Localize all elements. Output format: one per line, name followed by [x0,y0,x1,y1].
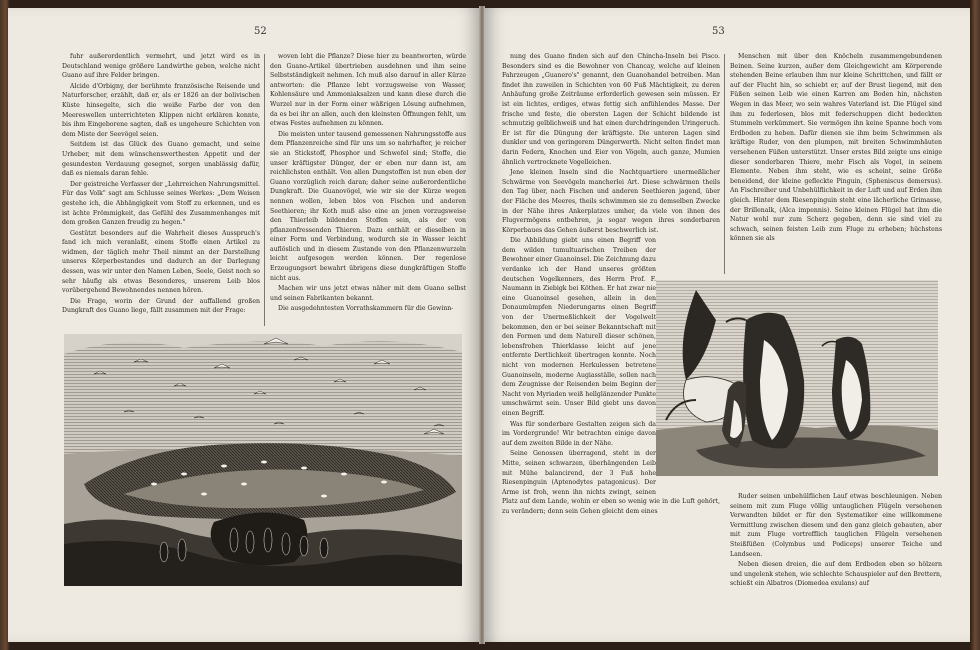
column-divider [264,54,265,326]
paragraph: fuhr außerordentlich vermehrt, und jetzt wird es in Deutschland wenige größere Landwirthe geben, welche nicht Guano auf ihre Felder bringen. [62,53,260,80]
left-page [8,8,480,642]
paragraph: Die meisten unter tausend gemessenen Nahrungsstoffe aus dem Pflanzenreiche sind für uns um so nahrhafter, je reicher sie an Stickstoff, Phosphor und Schwefel sind; Stoffe, die unser kräftigster Dünger, der er eben nur dann ist, am reichlichsten enthält. Von allen Dungstoffen ist nun eben der Guano vorzüglich reich daran; daher seine außerordentliche Dungkraft. Die Guanovögel, wie wir sie der Kürze wegen nennen wollen, leben blos von Fischen und anderen Seethieren; ihr Koth muß also eine an jenen vorzugsweise den Thierleib bildenden Stoffen sein, als der von pflanzenfressenden Thieren. Dazu enthält er dieselben in einer Form und Verbindung, wodurch sie in Wasser leicht auflöslich und in diesem Zustande von den Pflanzenwurzeln leicht aufgesogen werden können. Der regenlose Erzeugungsort bewahrt übrigens diese dungkräftigen Stoffe nicht aus. [270,130,466,282]
page-number-left: 52 [254,26,267,37]
paragraph: Die Abbildung giebt uns einen Begriff von dem wilden tumultuarischen Treiben der Bewohner einer Guanoinsel. Die Zeichnung dazu verdanke ich der Hand unseres größten deutschen Vogelkenners, des Herrn Prof. F. Naumann in Ziebigk bei Köthen. Er hat zwar nie eine Guanoinsel gesehen, allein in den Donaumümpfen Niederungarns einen Begriff von der Unermeßlichkeit der Vogelwelt bekommen, den er bei seiner Bekanntschaft mit den Formen und dem Naturell dieser schönen, lebensfrohen Thierklasse leicht auf jene entfernte Dertlichkeit übertragen konnte. Noch nicht von modernen Herkulessen betretene Guanoinseln, moderne Augiasställe, sollen nach dem Zeugnisse der Reisenden beim Beginn der Nacht von Myriaden weiß hellglänzender Punkte umschwärmt sein. Unser Bild giebt uns davon einen Begriff. [502,237,656,417]
paragraph: Machen wir uns jetzt etwas näher mit dem Guano selbst und seinen Fabrikanten bekannt. [270,285,466,302]
paragraph: Die Frage, worin der Grund der auffallend großen Dungkraft des Guano liege, fällt zusammen mit der Frage: [62,297,260,315]
right-column-3 [730,492,942,606]
paragraph: Seitdem ist das Glück des Guano gemacht, und seine Urheber, mit dem wünschenswerthesten Appetit und der gesundesten Verdauung gesegnet, sorgen unablässig dafür, daß es niemals daran fehle. [62,141,260,178]
paragraph: woven lebt die Pflanze? Diese hier zu beantworten, würde den Guano-Artikel übertrieben ausdehnen und ihm seine Selbstständigkeit nehmen. Ich muß also darauf in aller Kürze antworten: die Pflanze lebt vorzugsweise von Wasser, Kohlensäure und Ammoniaksalzen und kann diese durch die Wurzel nur in der Form einer wäßrigen Lösung aufnehmen, da es bei ihr an allen, auch den kleinsten Öffnungen fehlt, um etwas Festes aufnehmen zu können. [270,53,466,128]
penguin-engraving [656,280,938,476]
paragraph: nung des Guano finden sich auf den Chincha-Inseln bei Pisco. Besonders sind es die Bewohner von Chancay, welche auf kleinen Fahrzeugen „Guanero's" genannt, den Guanohandel betreiben. Man findet ihn zuweilen in Schichten von 60 Fuß Mächtigkeit, zu deren Anhäufung große Zeiträume erforderlich gewesen sein müssen. Er ist ein lichtes, erdiges, etwas fettig sich anfühlendes Masse. Der frische und feste, die obersten Lagen der Schicht bildende ist schmutzig gelblichweiß und hat einen durchdringenden Uringeruch. Er ist für die Düngung der kräftigste. Die unteren Lagen sind dunkler und von geringerem Düngerwerth. Nicht selten findet man darin Federn, Knochen und Eier von Vögeln, auch ganze, Mumien ähnlich vertrocknete Vogelleichen. [502,53,720,166]
paragraph: Gestützt besonders auf die Wahrheit dieses Ausspruch's fand ich mich veranlaßt, einem Stoffe einen Artikel zu widmen, der täglich mehr Theil nimmt an der Darstellung unseres Körperbestandes und dadurch an der Darlegung dessen, was wir unter den Namen Leben, Seele, Geist noch so sehr häufig als etwas Besonderes, unserem Leib blos vorübergehend Bewohnendes nennen hören. [62,229,260,295]
right-page [484,8,970,642]
paragraph: Jene kleinen Inseln sind die Nachtquartiere unermeßlicher Schwärme von Seevögeln mancherlei Art. Diese schwärmen theils den Tag über, nach Fischen und anderen Seethieren jagend, über der Fläche des Meeres, theils schwimmen sie zu demselben Zwecke in der Nähe ihres Ankerplatzes umher, da viele von ihnen des Flugvermögens entbehren, ja sogar wegen ihres sonderbaren Körperbaues das Gehen äußerst beschwerlich ist. [502,169,720,234]
paragraph: Was für sonderbare Gestalten zeigen sich da im Vordergrunde! Wir betrachten einige davon auf dem zweiten Bilde in der Nähe. [502,420,656,447]
left-column-1 [62,52,260,330]
paragraph: Ruder seinen unbehülflichen Lauf etwas beschleunigen. Neben seinem mit zum Fluge völlig untauglichen Flügeln versehenen Verwandten bildet er für den Systematiker eine willkommene Vermittlung zwischen diesem und den ganz gleich gebauten, aber mit zum Fluge vortrefflich tauglichen Flügeln versehenen Steißfüßen (Colymbus und Podiceps) unserer Teiche und Landseen. [730,493,942,558]
paragraph: Alcide d'Orbigny, der berühmte französische Reisende und Naturforscher, erzählt, daß er, als er 1826 an der bolivischen Küste hinsegelte, sich die weiße Farbe der von den Meereswellen unterrichteten Klippen nicht erklären konnte, bis ihm Eingeborene sagten, daß es ungeheure Schichten von dem Miste der Seevögel seien. [62,82,260,138]
paragraph: Seine Genossen überragend, steht in der Mitte, seinen schwarzen, überhängenden Leib mit Mühe balancirend, der 3 Fuß hohe Riesenpinguin (Aptenodytes patagonicus). Der Arme ist froh, wenn ihn nichts zwingt, seinen Platz auf dem Lande, wohin er eben so wenig wie in die Luft gehört, zu verändern; denn sein Gehen gleicht dem eines [502,450,720,515]
left-column-2 [270,52,466,330]
guano-island-engraving [64,334,462,586]
column-divider [724,54,725,274]
paragraph: Der geistreiche Verfasser der „Lehrreichen Nahrungsmittel. Für das Volk" sagt am Schlusse seines Werkes: „Dem Weisen gestehe ich, die Abhängigkeit vom Stoff zu erkennen, und es ist ächte Frömmigkeit, das Gefühl des Zusammenhanges mit dem großen Ganzen freudig zu hegen." [62,180,260,227]
paragraph: Menschen mit über den Knöcheln zusammengebundenen Beinen. Seine kurzen, außer dem Gleichgewicht am Körperende stehenden Beine erlauben ihm nur kleine Schrittchen, und fällt er auf der Flucht hin, so schiebt er, auf der Brust liegend, mit den Füßen seinen Leib wie einen Karren am Boden hin, nächsten Wegen in das Meer, wo sein wahres Vaterland ist. Die Flügel sind ihm zu federlosen, blos mit federschuppen dicht bedeckten Stummeln verkümmert. Sie vermögen ihn keine Spanne hoch vom Erdboden zu heben. Dafür dienen sie ihm beim Schwimmen als kräftige Ruder, von den plumpen, mit breiten Schwimmhäuten versehenen Füßen unterstützt. Unser erstes Bild zeigte uns einige dieser sonderbaren Thiere, mehr Fisch als Vogel, in seinem Elemente. Neben ihm steht, wie es scheint, seine Größe beneidend, der kleine gefleckte Pinguin, (Spheniscus demersus). An Fischreiher und Unbehülflichkeit in der Luft und auf Erden ihm gleich. Hinter dem Riesenpinguin steht eine lächerliche Grimasse, der Brillenalk, (Alca impennis). Seine kleinen Flügel hat ihm die Natur wohl nur zum Scherz gegeben, denn sie sind viel zu schwach, seinen feisten Leib zum Fluge zu erheben; hüchstens können sie als [730,53,942,243]
paragraph: Die ausgedehntesten Vorrathskammern für die Gewinn- [278,305,454,313]
page-number-right: 53 [712,26,725,37]
right-column-2 [730,52,942,274]
paragraph: Neben diesen dreien, die auf dem Erdboden eben so hölzern und ungelenk stehen, wie schlechte Schauspieler auf den Brettern, schießt ein Albatros (Diomedea exulans) auf [730,561,942,588]
